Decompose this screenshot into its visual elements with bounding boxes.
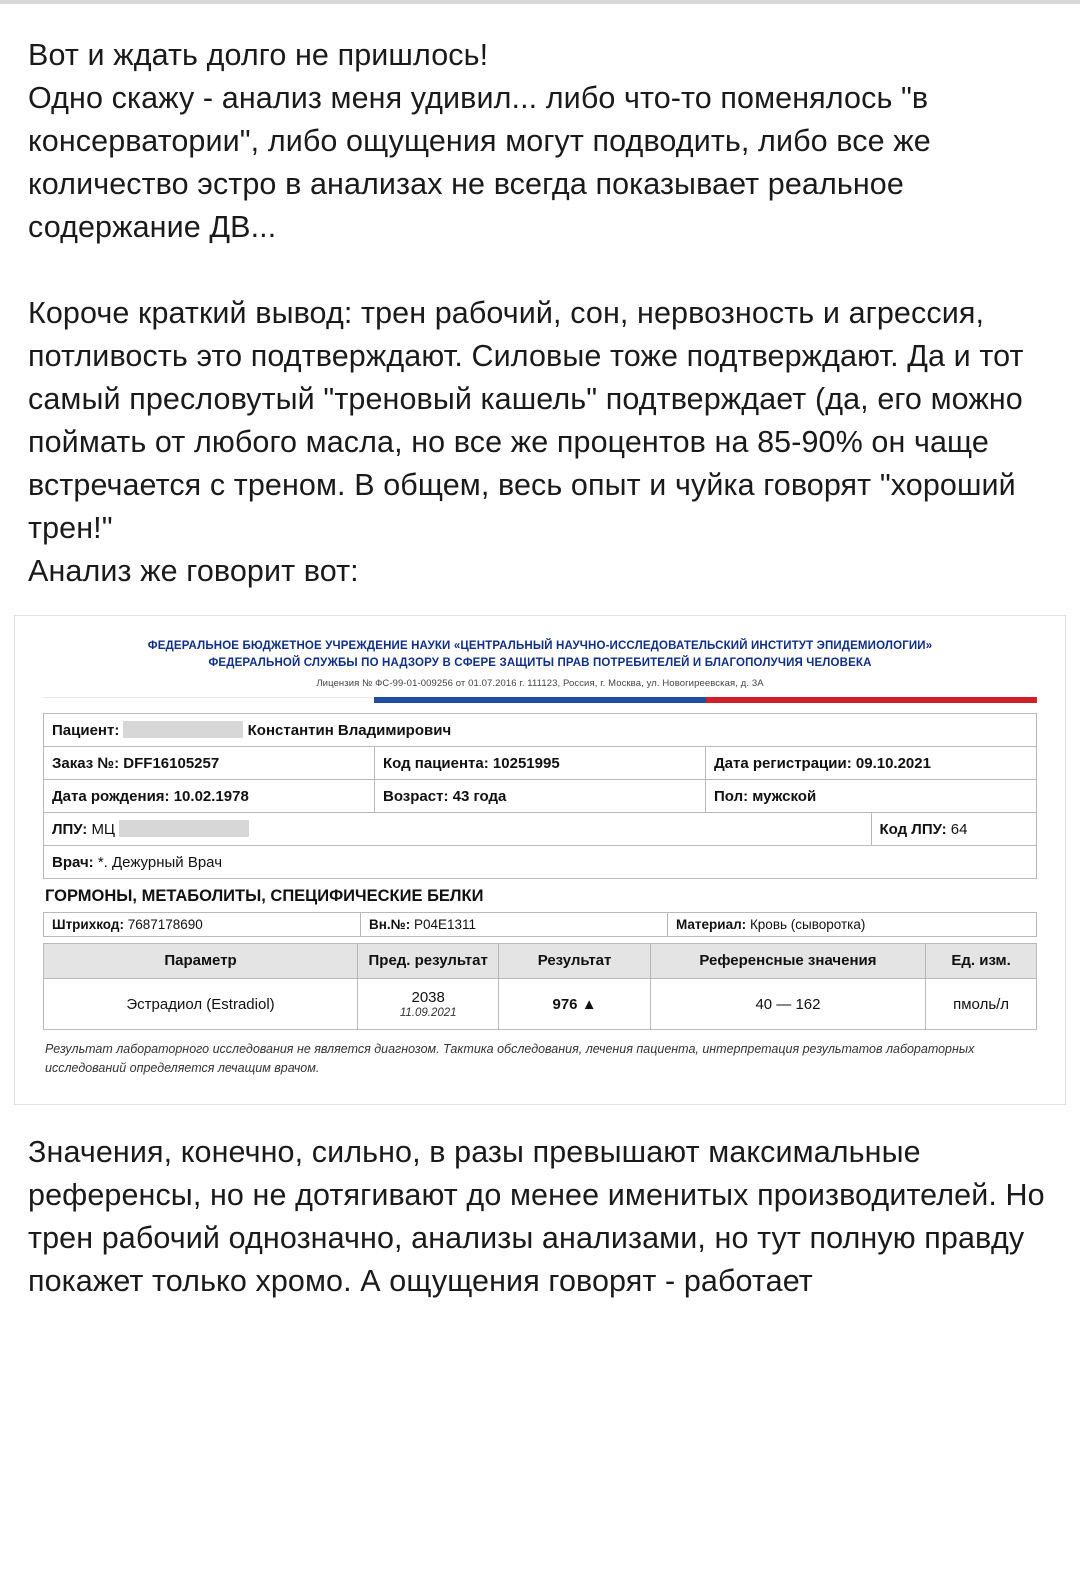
reg-date-label: Дата регистрации: — [714, 754, 852, 772]
lpu-code-cell — [871, 813, 1037, 846]
results-table — [43, 943, 1037, 1030]
material-value: Кровь (сыворотка) — [749, 917, 866, 932]
cell-reference: 40 — 162 — [650, 979, 925, 1030]
post-paragraph: Короче краткий вывод: трен рабочий, сон, нервозность и агрессия, потливость это подтверждают. Силовые тоже подтверждают. Да и тот самый пресловутый "треновый кашель" подтверждает (да, его можно поймать от любого масла, но все же процентов на 85-90% он чаще встречается с треном. В общем, весь опыт и чуйка говорят "хороший трен!" — [28, 296, 1024, 545]
material-cell — [668, 913, 1037, 937]
paragraph-spacer — [28, 249, 1052, 292]
table-row — [44, 979, 1037, 1030]
report-section-title: ГОРМОНЫ, МЕТАБОЛИТЫ, СПЕЦИФИЧЕСКИЕ БЕЛКИ — [45, 887, 484, 905]
barcode-label: Штрихкод: — [52, 917, 124, 932]
header-previous-result: Пред. результат — [358, 944, 499, 979]
sex-value: мужской — [752, 787, 817, 805]
lab-report — [14, 615, 1066, 1105]
lpu-code-label: Код ЛПУ: — [879, 820, 947, 838]
previous-value: 2038 — [411, 989, 445, 1006]
org-line-2: ФЕДЕРАЛЬНОЙ СЛУЖБЫ ПО НАДЗОРУ В СФЕРЕ ЗАЩИТЫ ПРАВ ПОТРЕБИТЕЛЕЙ И БЛАГОПОЛУЧИЯ ЧЕЛОВЕКА — [208, 657, 872, 669]
lpu-label: ЛПУ: — [52, 821, 88, 838]
patient-value: Константин Владимирович — [247, 722, 452, 739]
header-units: Ед. изм. — [926, 944, 1037, 979]
internal-label: Вн.№: — [369, 917, 411, 932]
header-reference: Референсные значения — [650, 944, 925, 979]
cell-result: 976 ▲ — [499, 979, 650, 1030]
patient-label: Пациент: — [52, 722, 120, 739]
org-line-1: ФЕДЕРАЛЬНОЕ БЮДЖЕТНОЕ УЧРЕЖДЕНИЕ НАУКИ «ЦЕНТРАЛЬНЫЙ НАУЧНО-ИССЛЕДОВАТЕЛЬСКИЙ ИНСТИТУТ ЭПИДЕМИОЛОГИИ» — [147, 640, 933, 652]
header-result: Результат — [499, 944, 650, 979]
barcode-cell — [44, 913, 361, 937]
patient-code-cell — [375, 747, 706, 780]
table-row — [44, 913, 1037, 937]
age-cell — [375, 780, 706, 813]
sex-label: Пол: — [714, 787, 749, 805]
cell-parameter: Эстрадиол (Estradiol) — [44, 979, 358, 1030]
patient-code-label: Код пациента: — [383, 754, 489, 772]
report-organization — [43, 638, 1037, 672]
lab-report-image[interactable] — [0, 615, 1080, 1105]
sex-cell — [706, 780, 1037, 813]
reg-date-value: 09.10.2021 — [855, 754, 931, 772]
patient-cell — [44, 714, 1037, 747]
lpu-value: МЦ — [91, 821, 116, 838]
redaction-block — [119, 820, 249, 837]
doctor-cell — [44, 846, 1037, 879]
report-disclaimer: Результат лабораторного исследования не является диагнозом. Тактика обследования, лечения пациента, интерпретация результатов лабораторных исследований определяется лечащим врачом. — [45, 1042, 975, 1075]
post-paragraph: Вот и ждать долго не пришлось! — [28, 38, 489, 72]
lpu-code-value: 64 — [950, 820, 968, 838]
post-paragraph: Значения, конечно, сильно, в разы превышают максимальные референсы, но не дотягивают до менее именитых производителей. Но трен рабочий однозначно, анализы анализами, но тут полную правду покажет только хромо. А ощущения говорят - работает — [28, 1135, 1045, 1298]
post-paragraph: Одно скажу - анализ меня удивил... либо что-то поменялось "в консерватории", либо ощущения могут подводить, либо все же количество эстро в анализах не всегда показывает реальное содержание ДВ... — [28, 81, 931, 244]
birth-label: Дата рождения: — [52, 787, 170, 805]
cell-previous-result — [358, 979, 499, 1030]
header-parameter: Параметр — [44, 944, 358, 979]
lpu-cell — [44, 813, 872, 846]
cell-units: пмоль/л — [926, 979, 1037, 1030]
birth-cell — [44, 780, 375, 813]
post-text-top — [0, 4, 1080, 593]
internal-number-cell — [361, 913, 668, 937]
doctor-value: *. Дежурный Врач — [97, 853, 223, 871]
doctor-label: Врач: — [52, 853, 94, 871]
age-label: Возраст: — [383, 787, 449, 805]
reg-date-cell — [706, 747, 1037, 780]
order-value: DFF16105257 — [123, 754, 220, 772]
patient-code-value: 10251995 — [492, 754, 560, 772]
patient-info-table — [43, 713, 1037, 879]
barcode-value: 7687178690 — [127, 917, 203, 932]
table-row — [44, 747, 1037, 780]
order-label: Заказ №: — [52, 754, 120, 772]
table-row — [44, 846, 1037, 879]
internal-value: P04E1311 — [413, 917, 477, 932]
redaction-block — [123, 721, 243, 738]
table-row — [44, 813, 1037, 846]
table-row — [44, 714, 1037, 747]
previous-date: 11.09.2021 — [399, 1007, 457, 1019]
order-cell — [44, 747, 375, 780]
birth-value: 10.02.1978 — [173, 787, 249, 805]
post-text-bottom — [0, 1105, 1080, 1327]
age-value: 43 года — [452, 787, 507, 805]
report-license: Лицензия № ФС-99-01-009256 от 01.07.2016 г. 111123, Россия, г. Москва, ул. Новогиреевская, д. 3А — [316, 678, 764, 689]
post-paragraph: Анализ же говорит вот: — [28, 554, 359, 588]
sample-info-table — [43, 912, 1037, 937]
flag-stripe — [43, 697, 1037, 703]
table-row — [44, 780, 1037, 813]
material-label: Материал: — [676, 917, 747, 932]
results-header-row — [44, 944, 1037, 979]
